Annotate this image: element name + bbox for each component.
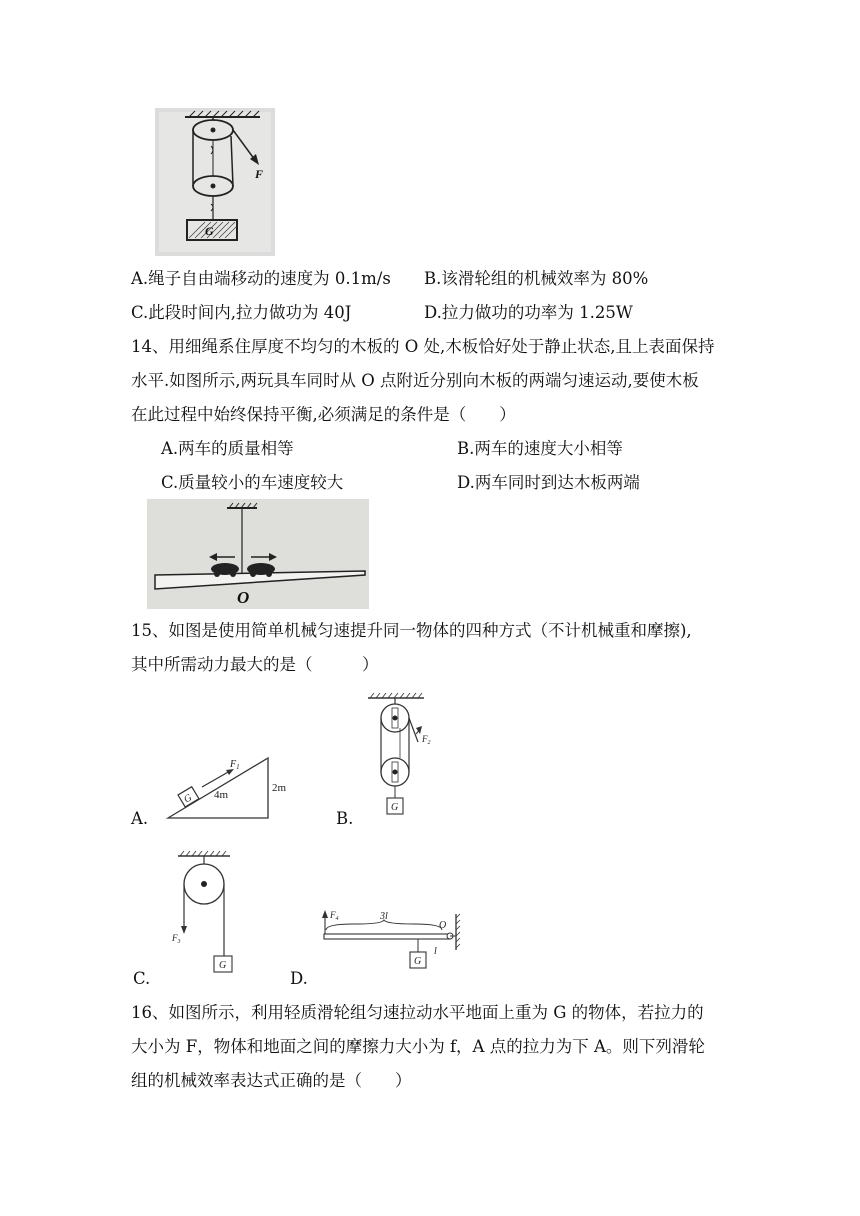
q15-b-weight-label: G	[391, 802, 399, 813]
q13-option-c: C.此段时间内,拉力做功为 40J	[131, 303, 352, 322]
q15-a-weight-label: G	[182, 792, 194, 806]
q15-d-weight-label: G	[414, 956, 422, 967]
q15-label-a: A.	[131, 809, 149, 828]
q15-a-force-letter: F	[230, 759, 237, 770]
q14-stem-line-1: 14、用细绳系住厚度不均匀的木板的 O 处,木板恰好处于静止状态,且上表面保持	[131, 337, 715, 356]
q15-c-force-letter: F	[172, 933, 178, 943]
q14-option-d: D.两车同时到达木板两端	[457, 473, 640, 492]
q15-d-short-arm-label: l	[434, 946, 437, 957]
q15-b-force-label	[421, 734, 431, 746]
q15-b-force-letter: F	[422, 734, 428, 744]
q15-figure-b-pulley-block	[362, 690, 442, 820]
q15-a-force-label	[229, 759, 240, 771]
q15-d-force-letter: F	[330, 910, 336, 920]
q15-c-force-label	[171, 933, 181, 945]
q15-a-force-subscript: 1	[236, 763, 240, 771]
q14-option-b: B.两车的速度大小相等	[457, 439, 623, 458]
q16-stem-line-2: 大小为 F，物体和地面之间的摩擦力大小为 f，A 点的拉力为下 A。则下列滑轮	[131, 1037, 705, 1056]
q13-option-a: A.绳子自由端移动的速度为 0.1m/s	[131, 269, 391, 288]
q16-stem-line-1: 16、如图所示，利用轻质滑轮组匀速拉动水平地面上重为 G 的物体，若拉力的	[131, 1003, 704, 1022]
q15-stem-line-1: 15、如图是使用简单机械匀速提升同一物体的四种方式（不计机械重和摩擦),	[131, 621, 692, 640]
q15-a-slope-length: 4m	[214, 789, 229, 801]
q15-figure-a-incline	[164, 755, 294, 823]
q14-point-o-label: O	[237, 588, 250, 607]
q15-d-force-label	[329, 910, 339, 922]
q13-option-b: B.该滑轮组的机械效率为 80%	[424, 269, 649, 288]
q13-weight-label: G	[205, 224, 214, 238]
q15-label-d: D.	[290, 969, 308, 988]
q15-a-height: 2m	[272, 782, 287, 794]
q14-stem-line-2: 水平.如图所示,两玩具车同时从 O 点附近分别向木板的两端匀速运动,要使木板	[131, 371, 699, 390]
q15-c-weight-label: G	[219, 960, 227, 971]
q15-figure-c-fixed-pulley	[166, 848, 246, 980]
q15-d-long-arm-label: 3l	[380, 911, 388, 922]
q14-plank-figure	[147, 499, 369, 609]
q14-option-a: A.两车的质量相等	[161, 439, 294, 458]
q15-d-force-subscript: 4	[335, 916, 339, 922]
q13-force-label: F	[255, 167, 264, 181]
q16-stem-line-3: 组的机械效率表达式正确的是（ ）	[131, 1071, 412, 1090]
q15-c-force-subscript: 3	[177, 939, 181, 945]
q15-stem-line-2: 其中所需动力最大的是（ ）	[131, 655, 379, 674]
q15-d-pivot-label: O	[439, 920, 447, 931]
q14-stem-line-3: 在此过程中始终保持平衡,必须满足的条件是（ ）	[131, 405, 516, 424]
q15-figure-d-lever	[318, 900, 468, 980]
q15-b-force-subscript: 2	[427, 740, 431, 746]
q13-pulley-figure	[155, 108, 275, 256]
q15-label-c: C.	[133, 969, 151, 988]
q14-option-c: C.质量较小的车速度较大	[161, 473, 344, 492]
q13-option-d: D.拉力做功的功率为 1.25W	[424, 303, 633, 322]
q15-label-b: B.	[336, 809, 354, 828]
